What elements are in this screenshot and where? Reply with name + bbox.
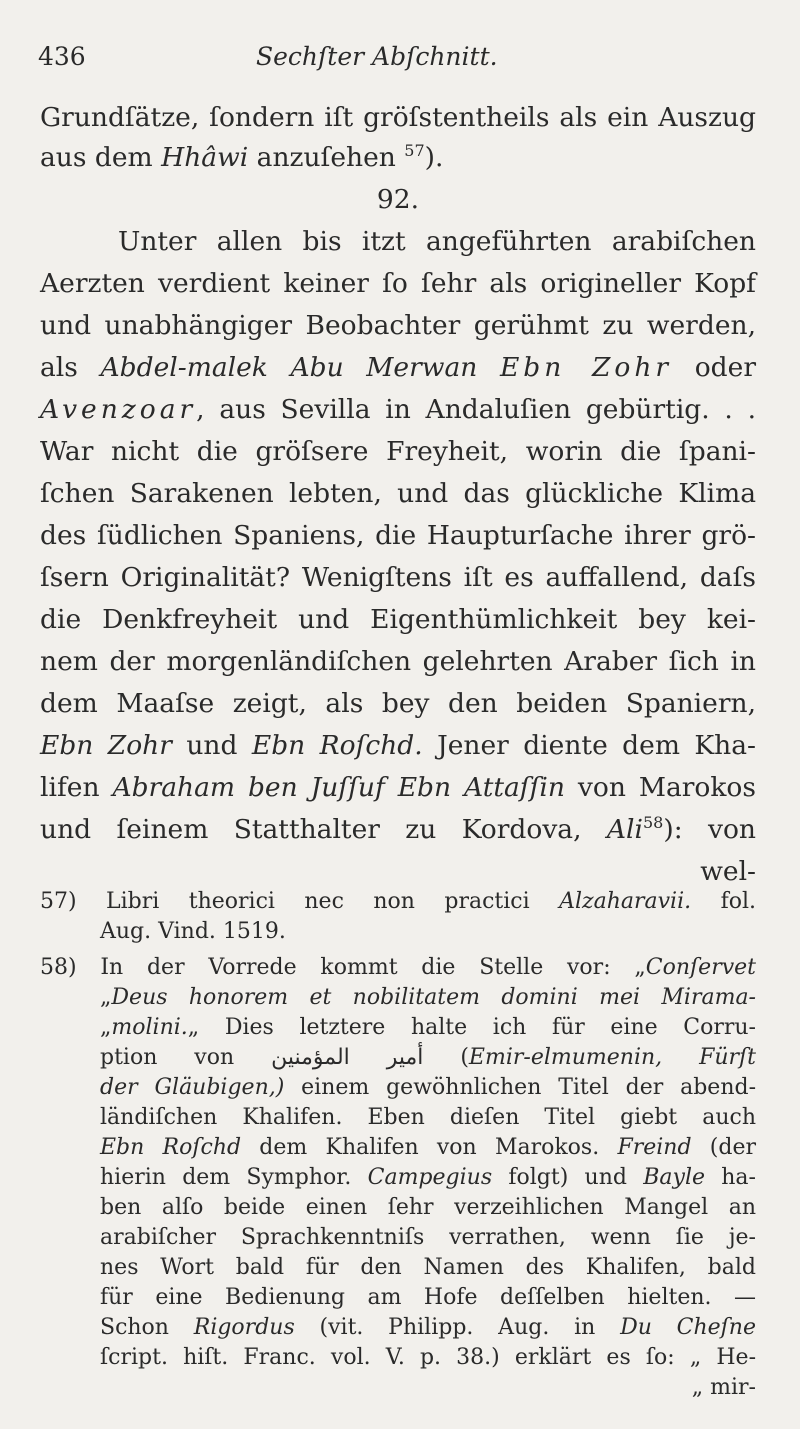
text-span: , aus Sevilla in Andaluſien gebürtig. . . [196,394,756,425]
text-span: ſcript. hiſt. Franc. vol. V. p. 38.) erklärt es ſo: „ He- [100,1345,756,1370]
text-span: Conſervet [645,955,756,980]
text-span: ben alſo beide einen ſehr verzeihlichen Mangel an [100,1195,756,1220]
text-span: Ebn Roſchd [100,1135,242,1160]
text-span: Deus honorem et nobilitatem domini mei Mirama- [111,985,756,1010]
text-span: ( [423,1045,469,1070]
text-span: Rigordus [193,1315,295,1340]
text-span: oder [672,352,756,383]
text-span: Du Cheſne [620,1315,756,1340]
footnote-line [40,1044,756,1072]
text-span: Abraham ben Juſſuf Ebn Attaſſin [112,772,565,803]
text-span: ſsern Originalität? Wenigſtens iſt es auffallend, daſs [40,562,756,593]
text-span: Bayle [643,1165,706,1190]
text-span: einem gewöhnlichen Titel der abend- [284,1075,757,1100]
text-line [40,392,756,428]
text-span: dem Khalifen von Marokos. [241,1135,618,1160]
footnote-line [40,1194,756,1222]
text-span: „ mir- [691,1375,756,1400]
text-line [40,140,756,176]
text-span: arabiſcher Sprachkenntniſs verrathen, wenn ſie je- [100,1225,756,1250]
text-span: und ſeinem Statthalter zu Kordova, [40,814,607,845]
text-span: und [171,730,252,761]
text-span: ption von [100,1045,272,1070]
text-span: hierin dem Symphor. [100,1165,368,1190]
text-line [40,812,756,848]
text-line [40,686,756,722]
text-line [40,770,756,806]
text-span: von Marokos [564,772,756,803]
text-span: Alzaharavii. [559,889,692,914]
footnote-line [40,1284,756,1312]
text-span: dem Maaſse zeigt, als bey den beiden Spaniern, [40,688,756,719]
text-span: Ebn Zohr [40,730,172,761]
text-span: War nicht die gröſsere Freyheit, worin die ſpani- [40,436,756,467]
section-number [40,182,756,218]
text-span: Ali [606,814,643,845]
text-span: Aug. Vind. 1519. [100,919,286,944]
text-span: fol. [691,889,756,914]
text-span: der Gläubigen,) [100,1075,285,1100]
text-span: ländiſchen Khalifen. Eben dieſen Titel giebt auch [100,1105,756,1130]
arabic-phrase: أمير المؤمنين [271,1045,424,1070]
text-span: ha- [705,1165,756,1190]
footnote-line [40,918,756,946]
text-span: Ebn Zohr [499,352,673,383]
text-span: lifen [40,772,113,803]
text-span: ſchen Sarakenen lebten, und das glückliche Klima [40,478,756,509]
footnote-ref: 58 [643,813,664,833]
text-line [40,644,756,680]
footnote-line [40,1014,756,1042]
footnote-ref: 57 [404,141,425,161]
text-line [40,518,756,554]
page-header [38,42,738,82]
text-line [40,476,756,512]
footnote-line [40,984,756,1012]
footnote-line [40,1314,756,1342]
text-span: (der [691,1135,756,1160]
text-line [40,266,756,302]
text-span: Abdel-malek Abu Merwan [100,352,478,383]
text-span: „ Dies letztere halte ich für eine Corru- [187,1015,756,1040]
text-span: 58) In der Vorrede kommt die Stelle vor: „ [40,955,646,980]
footnote-58 [40,954,756,982]
text-span: molini. [111,1015,188,1040]
footnote-line [40,1134,756,1162]
text-span: 92. [376,184,420,215]
text-span: ). [424,142,444,173]
footnote-line [40,1074,756,1102]
text-span: Emir-elmumenin, Fürſt [468,1045,757,1070]
text-span: 57) Libri theorici nec non practici [40,889,560,914]
text-span: Freind [617,1135,692,1160]
text-span: folgt) und [492,1165,644,1190]
text-span: nes Wort bald für den Namen des Khalifen, bald [100,1255,756,1280]
text-span: des ſüdlichen Spaniens, die Haupturſache ihrer grö- [40,520,756,551]
text-span: Aerzten verdient keiner ſo ſehr als origineller Kopf [40,268,756,299]
text-span: Schon [100,1315,194,1340]
text-line [40,100,756,136]
text-span: ): von [663,814,756,845]
footnote-line [40,1254,756,1282]
text-line [40,602,756,638]
running-head: Sechſter Abſchnitt. [256,42,498,71]
text-line [40,224,756,260]
footnote-line [40,1164,756,1192]
text-line [40,728,756,764]
text-span: für eine Bedienung am Hofe deſſelben hielten. — [100,1285,756,1310]
text-span: Avenzoar [40,394,197,425]
text-span: Hhâwi [161,142,249,173]
text-span: Unter allen bis itzt angeführten arabiſchen [118,226,756,257]
footnote-line [40,1104,756,1132]
text-line [40,350,756,386]
text-line [40,308,756,344]
text-span: Grundſätze, ſondern iſt gröſstentheils als ein Auszug [40,102,756,133]
text-line [40,854,756,890]
text-span: aus dem [40,142,162,173]
text-span: und unabhängiger Beobachter gerühmt zu werden, [40,310,756,341]
text-span: nem der morgenländiſchen gelehrten Araber ſich in [40,646,756,677]
text-span: wel- [700,856,756,887]
footnote-line [40,1374,756,1402]
text-line [40,434,756,470]
footnote-line [40,1344,756,1372]
text-span: anzuſehen [248,142,405,173]
text-line [40,560,756,596]
text-span: als [40,352,101,383]
footnote-57 [40,888,756,916]
text-span: Jener diente dem Kha- [422,730,756,761]
text-span: Campegius [367,1165,493,1190]
text-span: (vit. Philipp. Aug. in [294,1315,621,1340]
footnote-line [40,1224,756,1252]
text-span: „ [100,985,112,1010]
text-span: „ [100,1015,112,1040]
text-span: die Denkfreyheit und Eigenthümlichkeit bey kei- [40,604,756,635]
page-number: 436 [38,42,86,71]
text-span: Ebn Roſchd. [251,730,423,761]
